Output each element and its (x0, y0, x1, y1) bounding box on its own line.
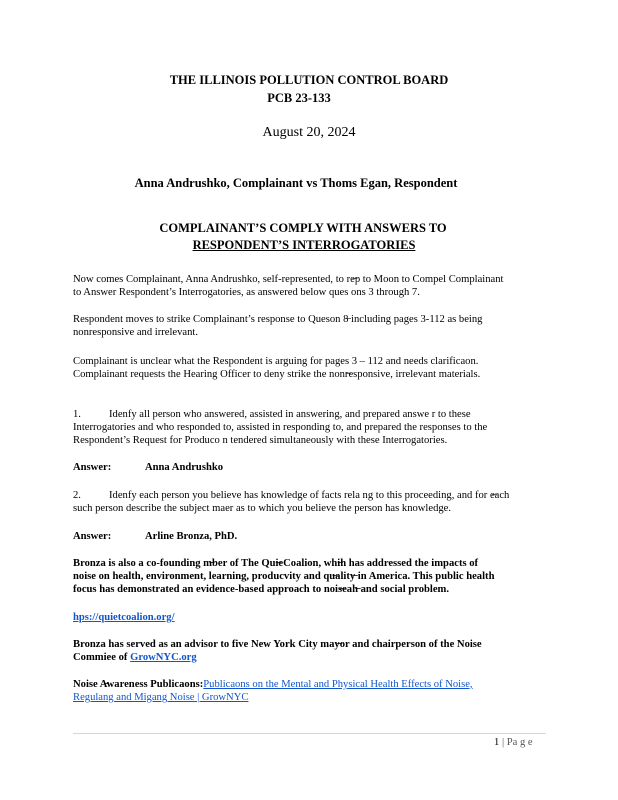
grownyc-link[interactable]: GrowNYC.org (130, 652, 197, 663)
question-1-line1: Idenfy all person who answered, assisted in answering, and prepared answe r to these (109, 409, 471, 420)
strike-paragraph-line2: nonresponsive and irrelevant. (73, 327, 199, 338)
board-title: THE ILLINOIS POLLUTION CONTROL BOARD (169, 73, 449, 87)
document-title-line1: COMPLAINANT’S COMPLY WITH ANSWERS TO (159, 221, 447, 235)
bronza-paragraph-line2: noise on health, environment, learning, producvity and qu̶ality̶ in America. This public health (73, 571, 495, 582)
bronza-paragraph-line3: focus has demonstrated an evidence-based approach to nois̶eah̶ and social problem. (73, 584, 450, 595)
intro-paragraph-line1: Now comes Complainant, Anna Andrushko, self-represented, to re̶p to Moon to Compel Complainant (73, 274, 504, 285)
publications-label: Noise A̶wareness Publicaons: (73, 679, 204, 690)
question-1-line3: Respondent’s Request for Produco n tendered simultaneously with these Interrogatories. (73, 435, 448, 446)
question-1-number: 1. (73, 409, 81, 420)
advisor-prefix: Commiee of (73, 652, 131, 663)
question-2-line2: such person describe the subject maer as to which you believe the person has knowledge. (73, 503, 452, 514)
footer-divider (73, 733, 546, 734)
quiet-coalition-link[interactable]: hps://quietcoalion.org/ (73, 612, 175, 623)
parties-line: Anna Andrushko, Complainant vs Thoms Egan, Respondent (134, 176, 458, 190)
publications-line1 (73, 678, 473, 691)
publications-link-part2[interactable]: Regulang and Migang Noise | GrowNYC (73, 692, 249, 703)
unclear-paragraph-line1: Complainant is unclear what the Respondent is arguing for pages 3 – 112 and needs clarificaon. (73, 356, 479, 367)
intro-paragraph-line2: to Answer Respondent’s Interrogatories, as answered below ques ons 3 through 7. (73, 287, 420, 298)
answer-2-label: Answer: (73, 531, 112, 542)
question-2-line1: Idenfy each person you believe has knowledge of facts rela ng to this proceeding, and for e̶ach (109, 490, 510, 501)
strike-paragraph-line1: Respondent moves to strike Complainant’s response to Queson 8̶ including pages 3-112 as being (73, 314, 483, 325)
page-footer (494, 736, 533, 749)
case-number: PCB 23-133 (267, 91, 331, 105)
unclear-paragraph-line2: Complainant requests the Hearing Officer to deny strike the nonr̶esponsive, irrelevant materials. (73, 369, 481, 380)
document-date: August 20, 2024 (262, 125, 356, 140)
document-title-line2: RESPONDENT’S INTERROGATORIES (192, 238, 416, 252)
page-number: 1 (494, 737, 500, 748)
advisor-paragraph-line1: Bronza has served as an advisor to five New York City may̶or and chairperson of the Noise (73, 639, 482, 650)
answer-2-value: Arline Bronza, PhD. (145, 531, 238, 542)
advisor-paragraph-line2 (73, 651, 197, 664)
question-2-number: 2. (73, 490, 81, 501)
answer-1-value: Anna Andrushko (145, 462, 224, 473)
publications-link-part1[interactable]: Publicaons on the Mental and Physical Health Effects of Noise, (203, 679, 473, 690)
page-label: | Pa g e (501, 737, 533, 748)
answer-1-label: Answer: (73, 462, 112, 473)
bronza-paragraph-line1: Bronza is also a co-founding m̶ber of The Qui̶eCoalion, whi̶h has addressed the impacts of (73, 558, 479, 569)
question-1-line2: Interrogatories and who responded to, assisted in responding to, and prepared the responses to the (73, 422, 488, 433)
